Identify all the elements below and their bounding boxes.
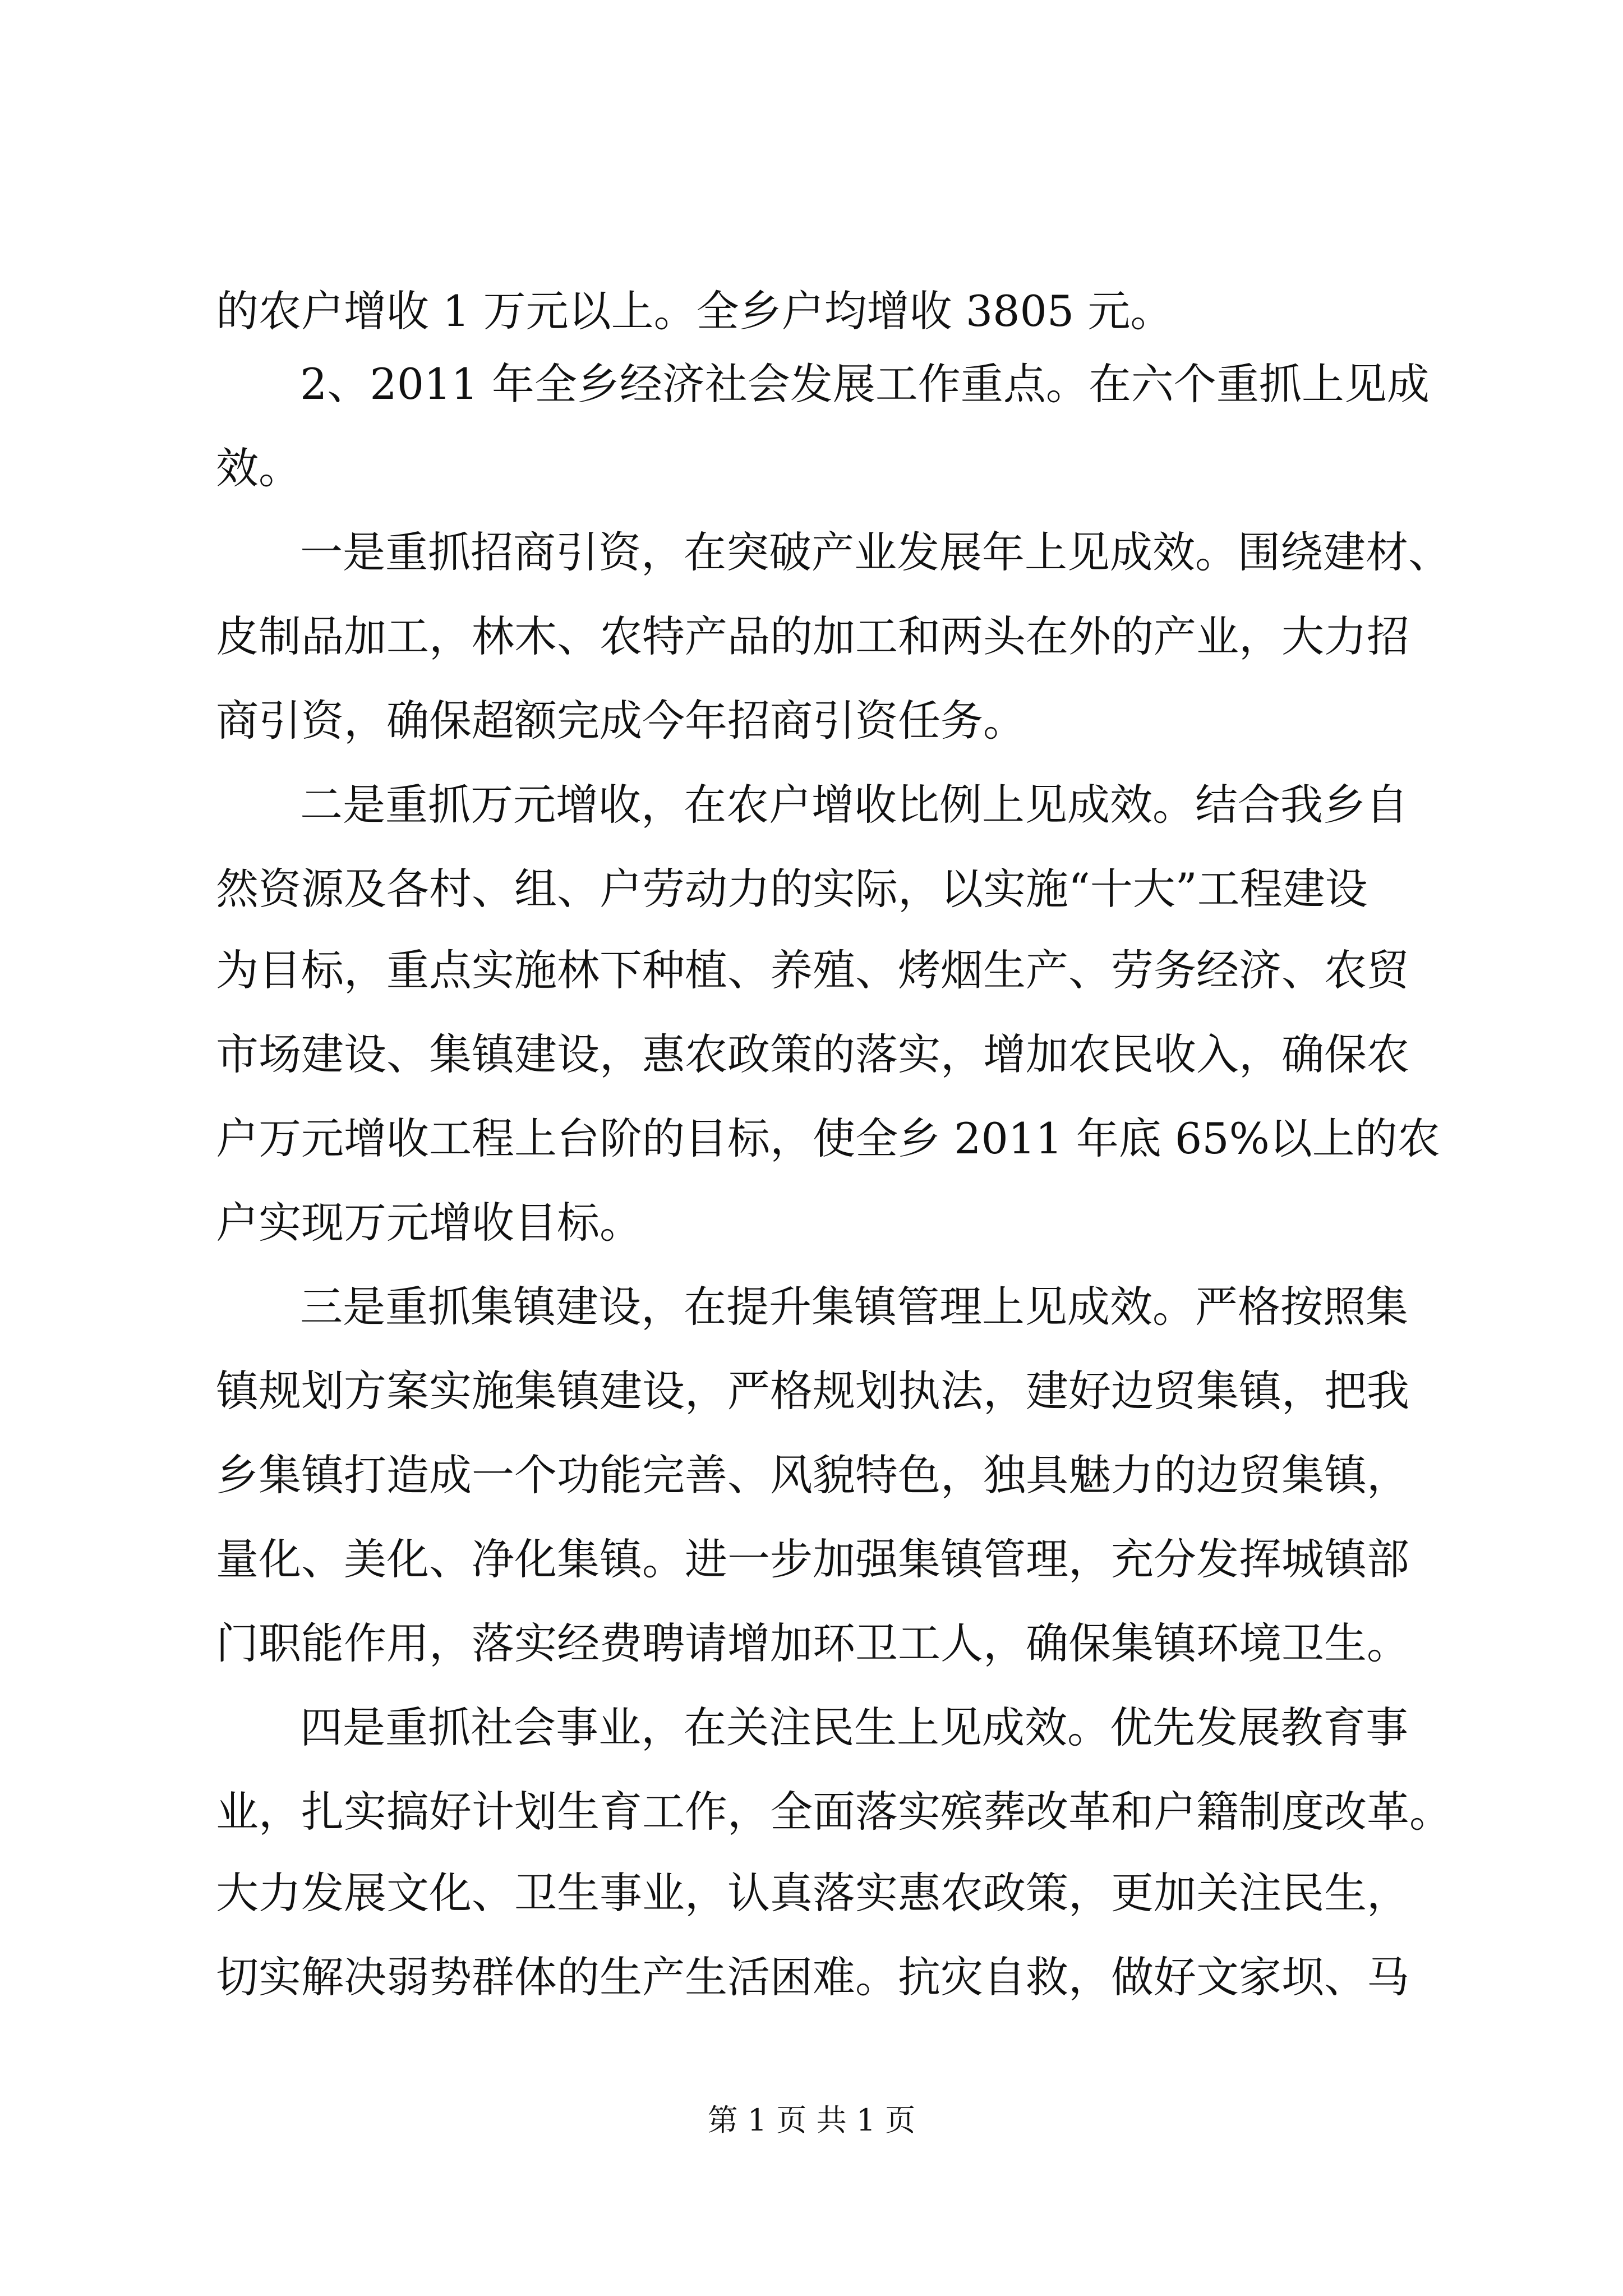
text-line: 的农户增收 1 万元以上。全乡户均增收 3805 元。 [216,286,1173,336]
text-line: 大力发展文化、卫生事业，认真落实惠农政策，更加关注民生， [216,1868,1409,1918]
text-line: 市场建设、集镇建设，惠农政策的落实，增加农民收入，确保农 [216,1029,1409,1079]
text-line: 为目标，重点实施林下种植、养殖、烤烟生产、劳务经济、农贸 [216,945,1409,995]
text-line: 三是重抓集镇建设，在提升集镇管理上见成效。严格按照集 [300,1282,1408,1332]
text-line: 一是重抓招商引资，在突破产业发展年上见成效。围绕建材、 [300,527,1451,577]
text-line: 然资源及各村、组、户劳动力的实际，以实施“十大”工程建设 [216,864,1368,914]
text-line: 切实解决弱势群体的生产生活困难。抗灾自救，做好文家坝、马 [216,1952,1409,2002]
text-line: 业，扎实搞好计划生育工作，全面落实殡葬改革和户籍制度改革。 [216,1787,1452,1837]
text-line: 商引资，确保超额完成今年招商引资任务。 [216,696,1026,746]
text-line: 户万元增收工程上台阶的目标，使全乡 2011 年底 65%以上的农 [216,1114,1440,1163]
page-number-footer: 第 1 页 共 1 页 [707,2102,916,2138]
text-line: 门职能作用，落实经费聘请增加环卫工人，确保集镇环境卫生。 [216,1618,1409,1668]
text-line: 户实现万元增收目标。 [216,1198,642,1248]
text-line: 2、2011 年全乡经济社会发展工作重点。在六个重抓上见成 [300,359,1430,409]
text-line: 乡集镇打造成一个功能完善、风貌特色，独具魅力的边贸集镇， [216,1450,1409,1500]
text-line: 量化、美化、净化集镇。进一步加强集镇管理，充分发挥城镇部 [216,1534,1409,1584]
text-line: 皮制品加工，林木、农特产品的加工和两头在外的产业，大力招 [216,611,1409,661]
text-line: 四是重抓社会事业，在关注民生上见成效。优先发展教育事 [300,1703,1408,1752]
text-line: 效。 [216,443,301,493]
text-line: 二是重抓万元增收，在农户增收比例上见成效。结合我乡自 [300,780,1408,830]
text-line: 镇规划方案实施集镇建设，严格规划执法，建好边贸集镇，把我 [216,1366,1409,1416]
